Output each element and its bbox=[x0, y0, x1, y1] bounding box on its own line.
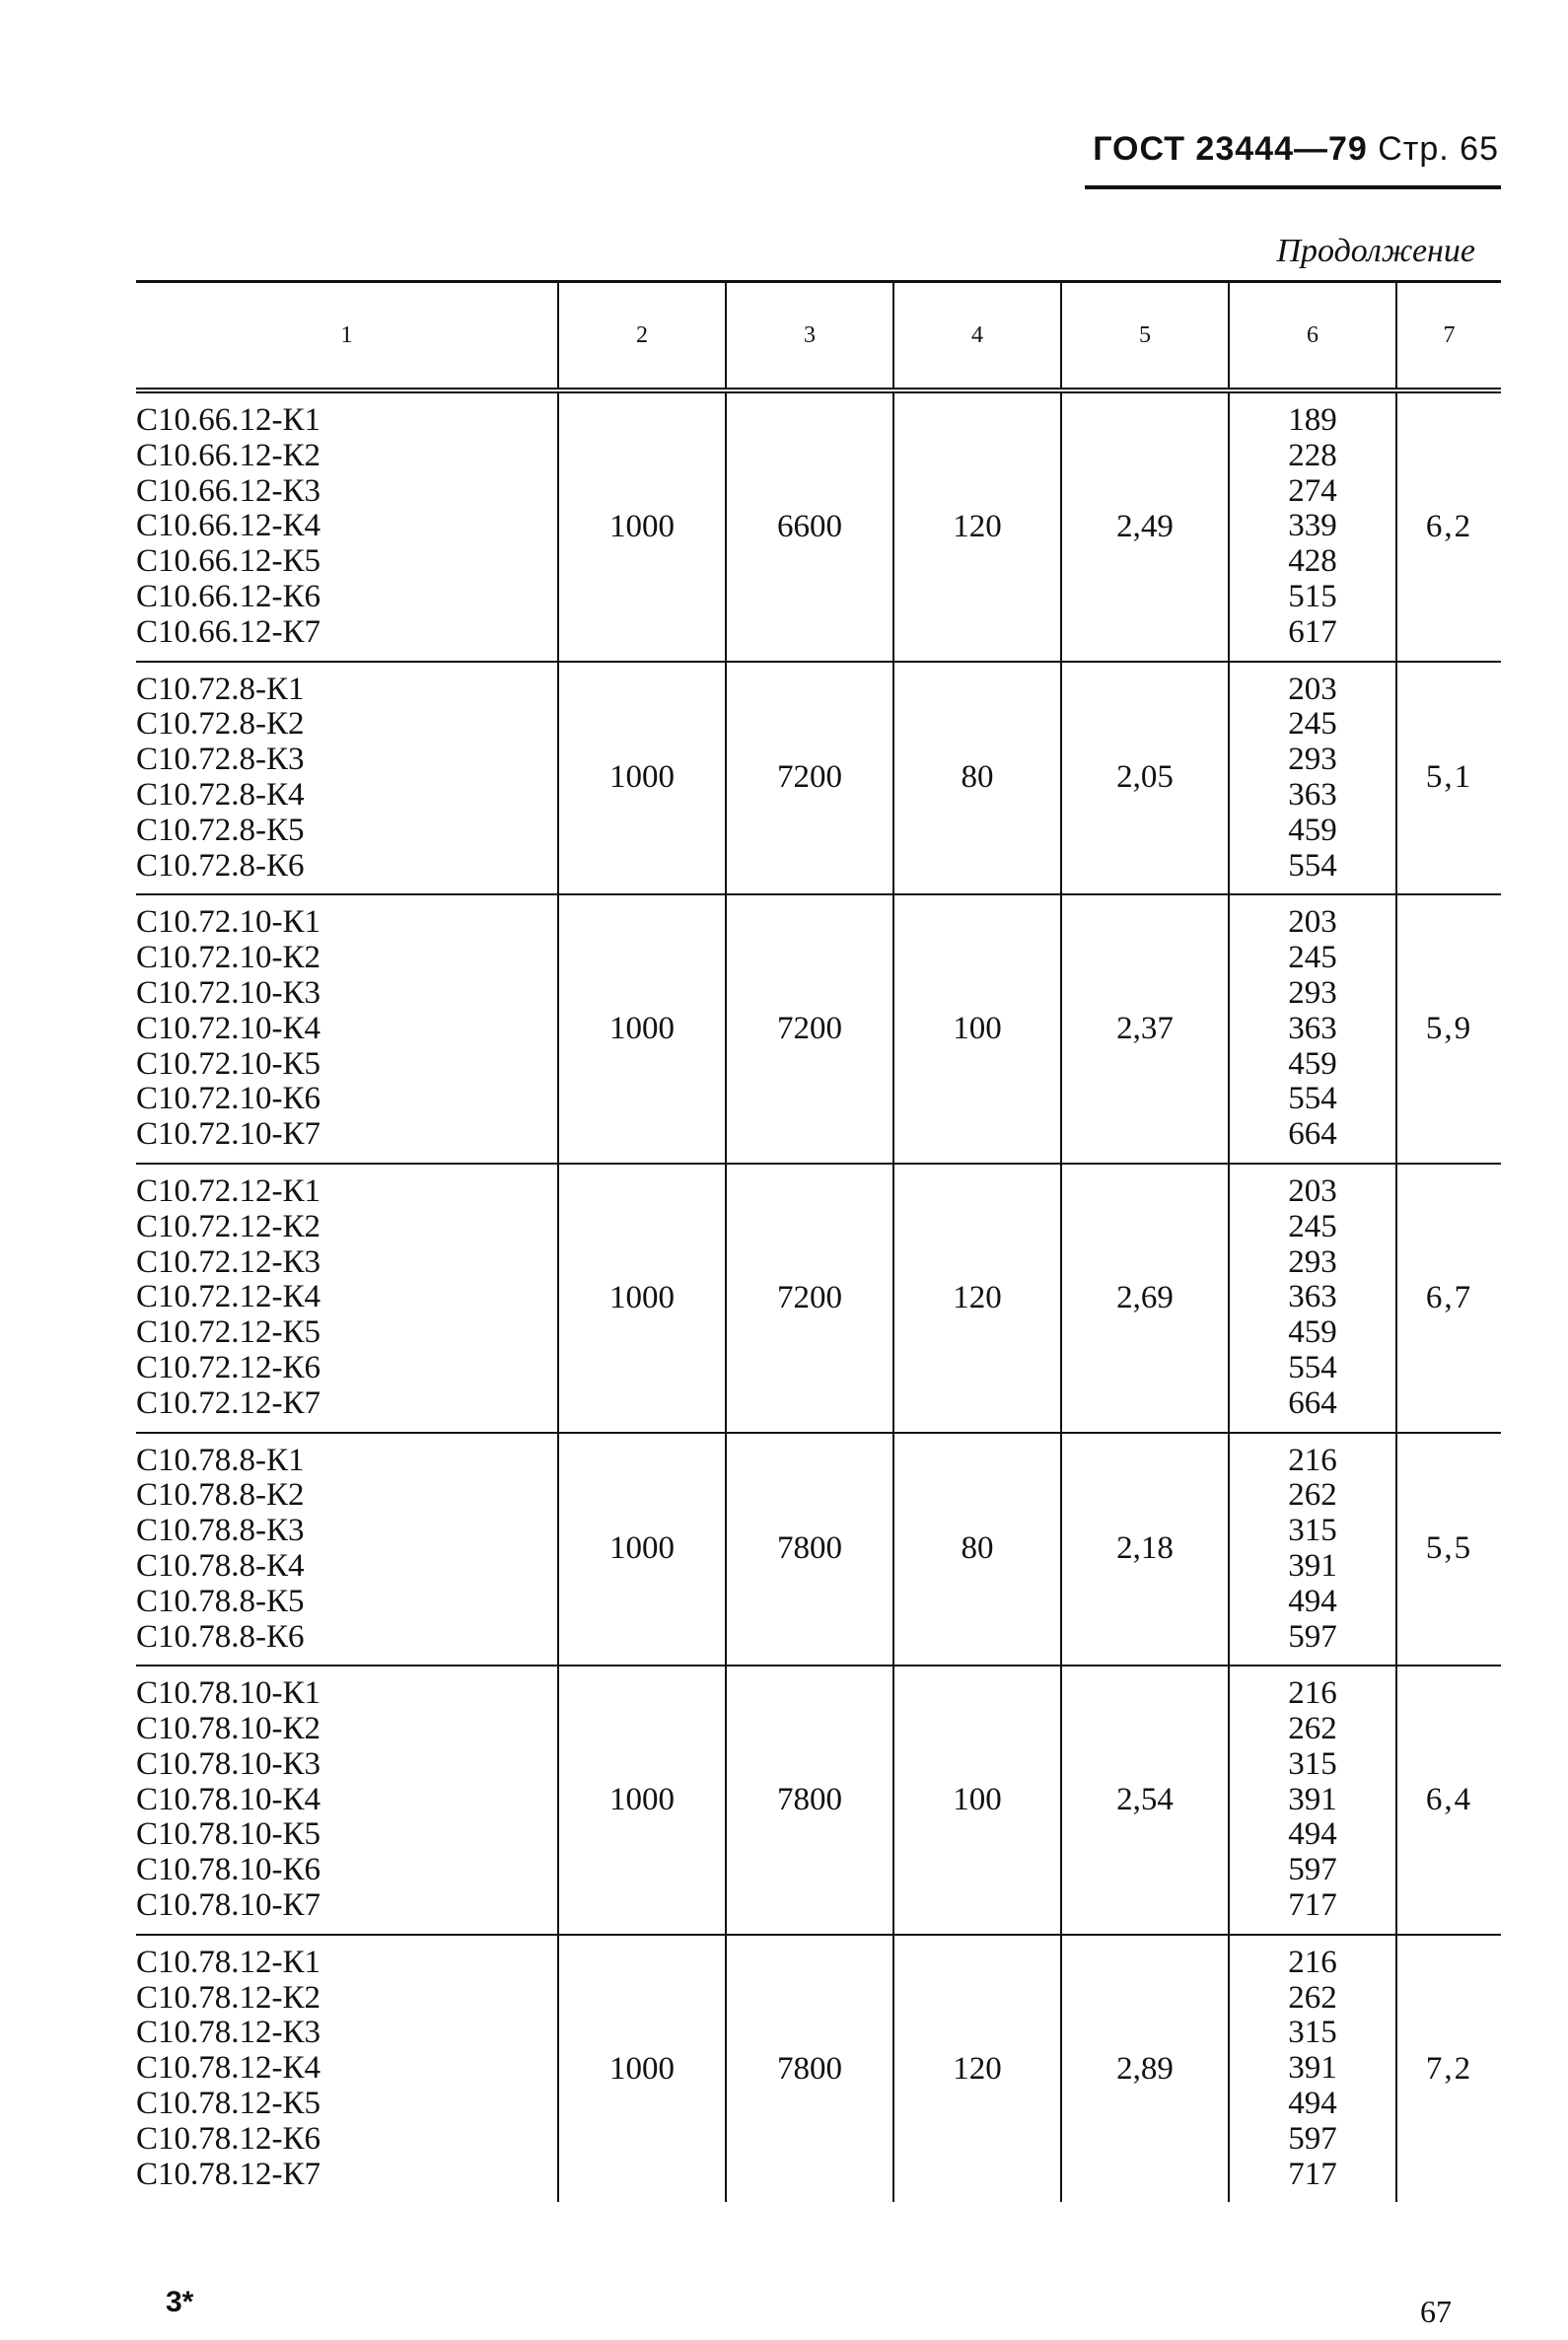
cell-col7: 6,7 bbox=[1396, 1164, 1501, 1433]
cell-designations bbox=[136, 390, 558, 662]
designation: С10.78.8-К3 bbox=[136, 1513, 305, 1549]
col6-value: 363 bbox=[1288, 776, 1337, 813]
header-rule bbox=[1085, 185, 1501, 189]
cell-col7: 5,1 bbox=[1396, 662, 1501, 895]
designation: С10.72.8-К1 bbox=[136, 671, 305, 707]
designation: С10.72.10-К2 bbox=[136, 940, 321, 976]
col6-value: 459 bbox=[1288, 812, 1337, 848]
col6-value: 216 bbox=[1288, 1944, 1337, 1980]
cell-col2: 1000 bbox=[558, 390, 726, 662]
designation: С10.78.10-К7 bbox=[136, 1887, 321, 1924]
cell-designations bbox=[136, 894, 558, 1164]
col6-value: 597 bbox=[1288, 1852, 1337, 1888]
cell-col3: 7800 bbox=[726, 1666, 893, 1935]
table-row bbox=[136, 894, 1501, 1164]
designation: С10.66.12-К2 bbox=[136, 437, 321, 473]
cell-designations bbox=[136, 1164, 558, 1433]
cell-col6 bbox=[1229, 1433, 1396, 1666]
cell-col5: 2,18 bbox=[1061, 1433, 1229, 1666]
page-label: Стр. 65 bbox=[1378, 130, 1499, 168]
col6-value: 262 bbox=[1288, 1711, 1337, 1747]
designation: С10.72.8-К2 bbox=[136, 706, 305, 743]
cell-col4: 100 bbox=[893, 1666, 1061, 1935]
designation: С10.72.12-К3 bbox=[136, 1243, 321, 1280]
designation: С10.72.10-К1 bbox=[136, 904, 321, 941]
cell-col4: 120 bbox=[893, 1935, 1061, 2203]
designation: С10.66.12-К5 bbox=[136, 543, 321, 580]
column-header: 1 bbox=[136, 282, 558, 391]
column-header: 7 bbox=[1396, 282, 1501, 391]
designation: С10.78.12-К6 bbox=[136, 2120, 321, 2157]
designation: С10.72.8-К6 bbox=[136, 847, 305, 884]
col6-value: 515 bbox=[1288, 578, 1337, 614]
designation: С10.72.10-К4 bbox=[136, 1010, 321, 1046]
cell-col2: 1000 bbox=[558, 662, 726, 895]
designation: С10.72.12-К5 bbox=[136, 1314, 321, 1351]
col6-value: 617 bbox=[1288, 613, 1337, 650]
col6-value: 315 bbox=[1288, 1513, 1337, 1549]
designation: С10.78.10-К5 bbox=[136, 1816, 321, 1853]
table-body bbox=[136, 390, 1501, 2202]
col6-value: 203 bbox=[1288, 671, 1337, 707]
table-header bbox=[136, 282, 1501, 391]
cell-col4: 80 bbox=[893, 1433, 1061, 1666]
designation: С10.78.12-К2 bbox=[136, 1979, 321, 2016]
designation: С10.72.12-К6 bbox=[136, 1349, 321, 1385]
designation: С10.78.8-К2 bbox=[136, 1477, 305, 1514]
designation: С10.72.12-К4 bbox=[136, 1279, 321, 1315]
table-row bbox=[136, 662, 1501, 895]
designation: С10.78.12-К7 bbox=[136, 2156, 321, 2192]
col6-value: 228 bbox=[1288, 437, 1337, 473]
designation: С10.72.12-К2 bbox=[136, 1208, 321, 1244]
col6-value: 391 bbox=[1288, 1781, 1337, 1817]
column-header: 5 bbox=[1061, 282, 1229, 391]
cell-col5: 2,54 bbox=[1061, 1666, 1229, 1935]
table-row bbox=[136, 1935, 1501, 2203]
designation: С10.78.10-К6 bbox=[136, 1852, 321, 1888]
cell-col4: 100 bbox=[893, 894, 1061, 1164]
col6-value: 315 bbox=[1288, 2015, 1337, 2051]
cell-col5: 2,37 bbox=[1061, 894, 1229, 1164]
designation: С10.78.10-К4 bbox=[136, 1781, 321, 1817]
designation: С10.78.12-К5 bbox=[136, 2086, 321, 2122]
col6-value: 339 bbox=[1288, 508, 1337, 544]
cell-col7: 5,9 bbox=[1396, 894, 1501, 1164]
cell-col2: 1000 bbox=[558, 1935, 726, 2203]
cell-col6 bbox=[1229, 1666, 1396, 1935]
col6-value: 717 bbox=[1288, 1887, 1337, 1924]
designation: С10.72.12-К7 bbox=[136, 1384, 321, 1421]
col6-value: 363 bbox=[1288, 1010, 1337, 1046]
cell-col6 bbox=[1229, 1164, 1396, 1433]
designation: С10.78.8-К5 bbox=[136, 1583, 305, 1619]
cell-col4: 120 bbox=[893, 390, 1061, 662]
signature-mark: 3* bbox=[166, 2286, 194, 2318]
cell-col5: 2,69 bbox=[1061, 1164, 1229, 1433]
standard-title: ГОСТ 23444—79 bbox=[1093, 130, 1368, 168]
col6-value: 494 bbox=[1288, 2086, 1337, 2122]
designation: С10.78.10-К1 bbox=[136, 1675, 321, 1712]
cell-col2: 1000 bbox=[558, 1666, 726, 1935]
col6-value: 293 bbox=[1288, 974, 1337, 1011]
continuation-label: Продолжение bbox=[1276, 233, 1475, 269]
designation: С10.66.12-К7 bbox=[136, 613, 321, 650]
col6-value: 293 bbox=[1288, 1243, 1337, 1280]
cell-col5: 2,49 bbox=[1061, 390, 1229, 662]
designation: С10.66.12-К3 bbox=[136, 472, 321, 509]
cell-col7: 6,4 bbox=[1396, 1666, 1501, 1935]
cell-col2: 1000 bbox=[558, 1164, 726, 1433]
cell-col3: 7800 bbox=[726, 1935, 893, 2203]
cell-col6 bbox=[1229, 894, 1396, 1164]
cell-col4: 120 bbox=[893, 1164, 1061, 1433]
designation: С10.78.10-К3 bbox=[136, 1745, 321, 1782]
table-row bbox=[136, 1666, 1501, 1935]
table-row bbox=[136, 1164, 1501, 1433]
designation: С10.72.10-К5 bbox=[136, 1045, 321, 1082]
col6-value: 262 bbox=[1288, 1979, 1337, 2016]
cell-designations bbox=[136, 1433, 558, 1666]
col6-value: 391 bbox=[1288, 2050, 1337, 2087]
col6-value: 554 bbox=[1288, 1081, 1337, 1117]
cell-designations bbox=[136, 662, 558, 895]
cell-designations bbox=[136, 1666, 558, 1935]
column-header: 3 bbox=[726, 282, 893, 391]
page-header bbox=[986, 130, 1499, 169]
designation: С10.72.8-К5 bbox=[136, 812, 305, 848]
designation: С10.72.8-К4 bbox=[136, 776, 305, 813]
cell-col4: 80 bbox=[893, 662, 1061, 895]
col6-value: 597 bbox=[1288, 2120, 1337, 2157]
cell-col3: 7200 bbox=[726, 1164, 893, 1433]
cell-designations bbox=[136, 1935, 558, 2203]
col6-value: 293 bbox=[1288, 742, 1337, 778]
cell-col6 bbox=[1229, 390, 1396, 662]
col6-value: 216 bbox=[1288, 1675, 1337, 1712]
col6-value: 428 bbox=[1288, 543, 1337, 580]
cell-col5: 2,05 bbox=[1061, 662, 1229, 895]
col6-value: 363 bbox=[1288, 1279, 1337, 1315]
col6-value: 203 bbox=[1288, 904, 1337, 941]
specification-table bbox=[136, 280, 1501, 2202]
col6-value: 189 bbox=[1288, 402, 1337, 438]
cell-col6 bbox=[1229, 662, 1396, 895]
col6-value: 597 bbox=[1288, 1618, 1337, 1655]
page-number: 67 bbox=[1420, 2294, 1452, 2329]
col6-value: 245 bbox=[1288, 1208, 1337, 1244]
cell-col2: 1000 bbox=[558, 894, 726, 1164]
col6-value: 203 bbox=[1288, 1172, 1337, 1209]
column-header: 4 bbox=[893, 282, 1061, 391]
col6-value: 315 bbox=[1288, 1745, 1337, 1782]
cell-col2: 1000 bbox=[558, 1433, 726, 1666]
designation: С10.72.10-К7 bbox=[136, 1116, 321, 1153]
designation: С10.66.12-К6 bbox=[136, 578, 321, 614]
cell-col7: 6,2 bbox=[1396, 390, 1501, 662]
designation: С10.78.10-К2 bbox=[136, 1711, 321, 1747]
col6-value: 262 bbox=[1288, 1477, 1337, 1514]
col6-value: 459 bbox=[1288, 1314, 1337, 1351]
cell-col3: 6600 bbox=[726, 390, 893, 662]
cell-col5: 2,89 bbox=[1061, 1935, 1229, 2203]
column-header: 6 bbox=[1229, 282, 1396, 391]
col6-value: 459 bbox=[1288, 1045, 1337, 1082]
col6-value: 391 bbox=[1288, 1547, 1337, 1584]
designation: С10.72.12-К1 bbox=[136, 1172, 321, 1209]
designation: С10.78.8-К1 bbox=[136, 1442, 305, 1478]
col6-value: 494 bbox=[1288, 1816, 1337, 1853]
designation: С10.78.8-К6 bbox=[136, 1618, 305, 1655]
col6-value: 664 bbox=[1288, 1116, 1337, 1153]
designation: С10.66.12-К1 bbox=[136, 402, 321, 438]
cell-col3: 7800 bbox=[726, 1433, 893, 1666]
col6-value: 554 bbox=[1288, 1349, 1337, 1385]
cell-col6 bbox=[1229, 1935, 1396, 2203]
col6-value: 274 bbox=[1288, 472, 1337, 509]
column-header: 2 bbox=[558, 282, 726, 391]
table-row bbox=[136, 1433, 1501, 1666]
designation: С10.78.12-К3 bbox=[136, 2015, 321, 2051]
designation: С10.78.12-К1 bbox=[136, 1944, 321, 1980]
designation: С10.72.10-К3 bbox=[136, 974, 321, 1011]
cell-col3: 7200 bbox=[726, 662, 893, 895]
designation: С10.72.10-К6 bbox=[136, 1081, 321, 1117]
cell-col7: 7,2 bbox=[1396, 1935, 1501, 2203]
col6-value: 216 bbox=[1288, 1442, 1337, 1478]
col6-value: 717 bbox=[1288, 2156, 1337, 2192]
designation: С10.66.12-К4 bbox=[136, 508, 321, 544]
col6-value: 494 bbox=[1288, 1583, 1337, 1619]
designation: С10.72.8-К3 bbox=[136, 742, 305, 778]
cell-col7: 5,5 bbox=[1396, 1433, 1501, 1666]
table-row bbox=[136, 390, 1501, 662]
designation: С10.78.8-К4 bbox=[136, 1547, 305, 1584]
designation: С10.78.12-К4 bbox=[136, 2050, 321, 2087]
col6-value: 554 bbox=[1288, 847, 1337, 884]
cell-col3: 7200 bbox=[726, 894, 893, 1164]
col6-value: 245 bbox=[1288, 706, 1337, 743]
col6-value: 664 bbox=[1288, 1384, 1337, 1421]
col6-value: 245 bbox=[1288, 940, 1337, 976]
